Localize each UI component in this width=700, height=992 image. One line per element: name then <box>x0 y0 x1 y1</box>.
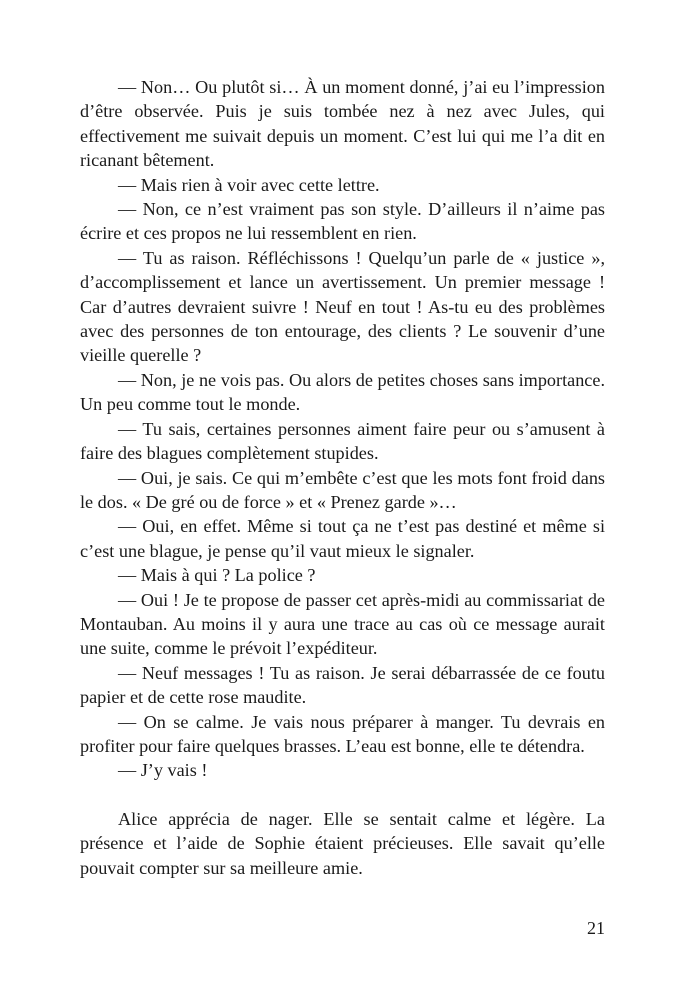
dialogue-paragraph-8: — Oui, en effet. Même si tout ça ne t’est pas destiné et même si c’est une blague, je pense qu’il vaut mieux le signaler. <box>80 516 605 561</box>
dialogue-paragraph-5: — Non, je ne vois pas. Ou alors de petites choses sans importance. Un peu comme tout le monde. <box>80 369 605 415</box>
dialogue-paragraph-4: — Tu as raison. Réfléchissons ! Quelqu’un parle de « justice », d’accomplissement et lance un avertissement. Un premier message ! Car d’autres devraient suivre ! Neuf en tout ! As-tu eu des problèmes avec des personnes de ton entourage, des clients ? Le souvenir d’une vieille querelle ? <box>80 247 605 366</box>
narration-paragraph: Alice apprécia de nager. Elle se sentait calme et légère. La présence et l’aide de Sophie étaient précieuses. Elle savait qu’elle pouvait compter sur sa meilleure amie. <box>80 808 605 878</box>
dialogue-paragraph-2: — Mais rien à voir avec cette lettre. <box>118 174 380 195</box>
dialogue-paragraph-1: — Non… Ou plutôt si… À un moment donné, j’ai eu l’impression d’être observée. Puis je suis tombée nez à nez avec Jules, qui effectivement me suivait depuis un moment. C’est lui qui me l’a dit en ricanant bêtement. <box>80 77 605 171</box>
dialogue-paragraph-13: — J’y vais ! <box>118 760 208 781</box>
dialogue-paragraph-11: — Neuf messages ! Tu as raison. Je serai débarrassée de ce foutu papier et de cette rose maudite. <box>80 662 605 708</box>
dialogue-paragraph-6: — Tu sais, certaines personnes aiment faire peur ou s’amusent à faire des blagues complètement stupides. <box>80 418 605 464</box>
dialogue-paragraph-7: — Oui, je sais. Ce qui m’embête c’est que les mots font froid dans le dos. « De gré ou de force » et « Prenez garde »… <box>80 467 605 512</box>
dialogue-paragraph-12: — On se calme. Je vais nous préparer à manger. Tu devrais en profiter pour faire quelques brasses. L’eau est bonne, elle te détendra. <box>80 711 605 756</box>
dialogue-paragraph-3: — Non, ce n’est vraiment pas son style. D’ailleurs il n’aime pas écrire et ces propos ne lui ressemblent en rien. <box>80 199 605 244</box>
section-break <box>80 783 605 807</box>
dialogue-paragraph-10: — Oui ! Je te propose de passer cet après-midi au commissariat de Montauban. Au moins il y aura une trace au cas où ce message aurait une suite, comme le prévoit l’expéditeur. <box>80 589 605 659</box>
page-number: 21 <box>587 918 605 938</box>
dialogue-paragraph-9: — Mais à qui ? La police ? <box>118 565 316 586</box>
page-body <box>80 75 605 880</box>
